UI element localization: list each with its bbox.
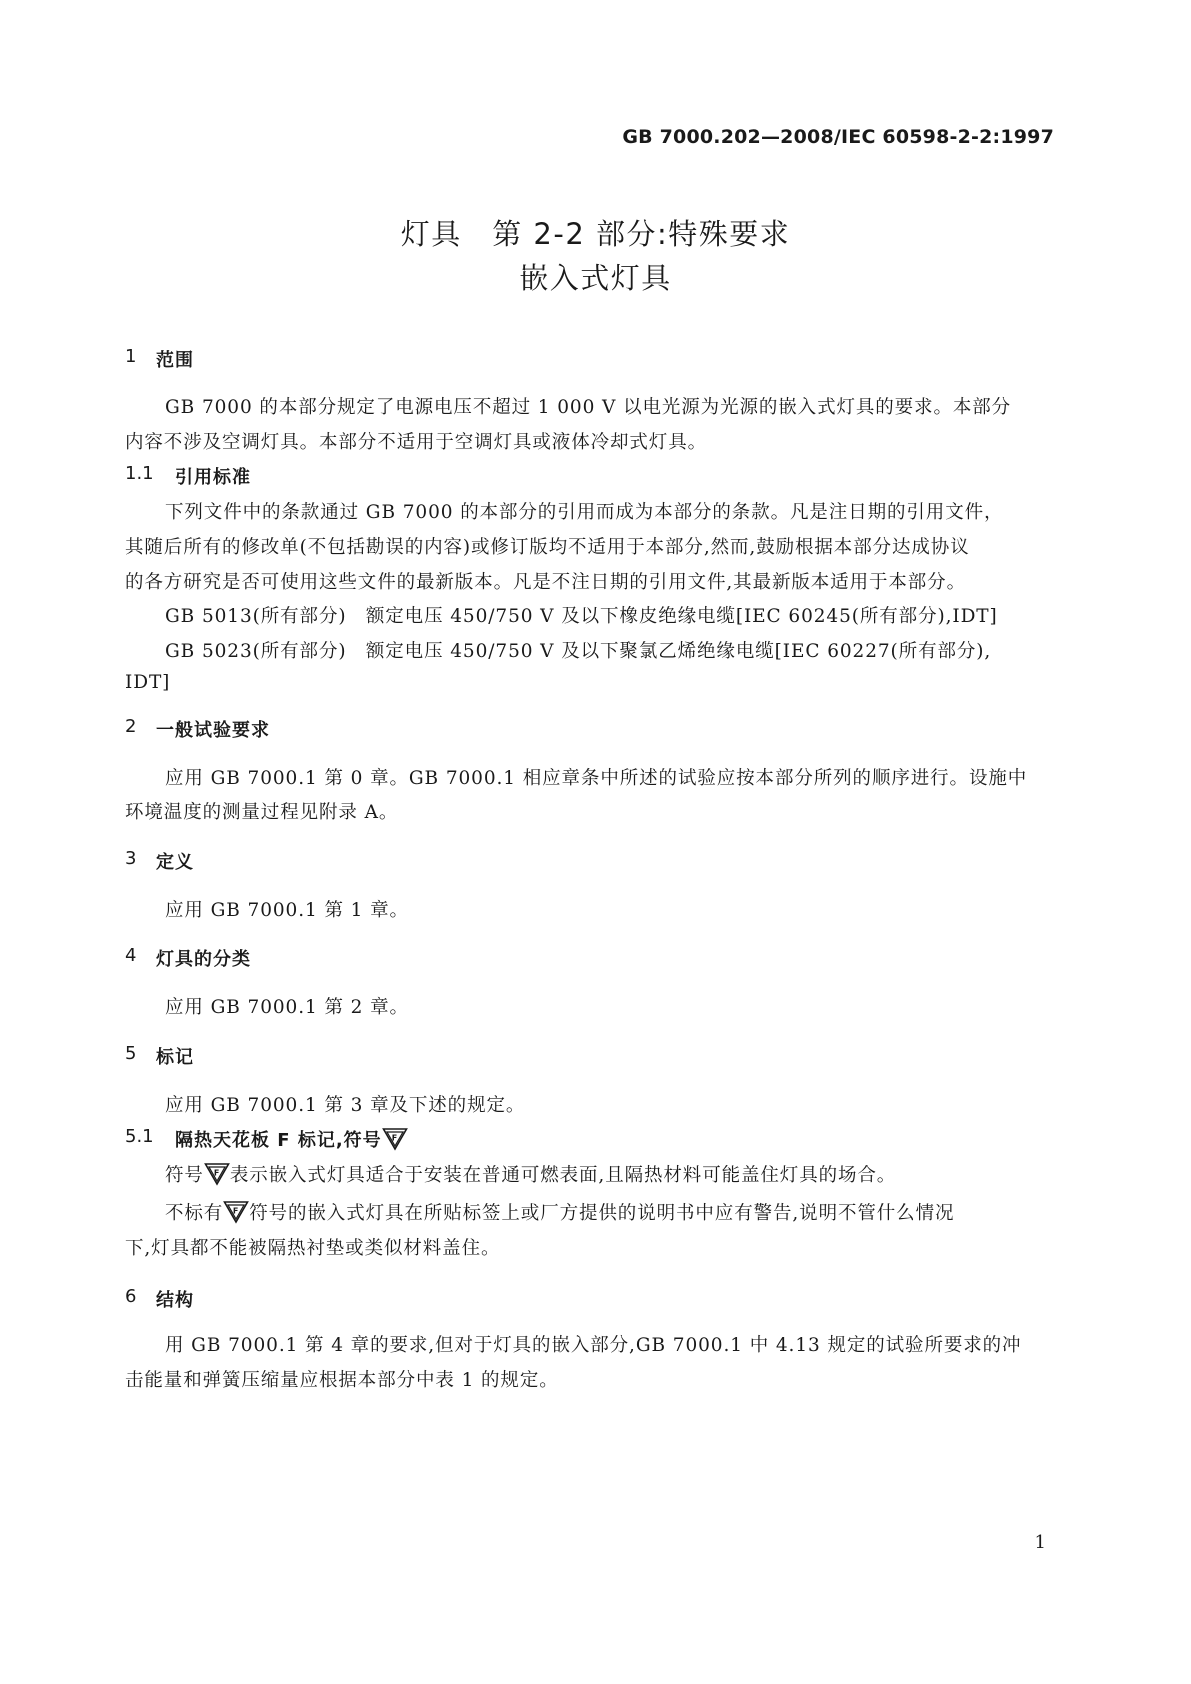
section-6-paragraph-cont: 击能量和弹簧压缩量应根据本部分中表 1 的规定。	[125, 1370, 559, 1391]
standard-header: GB 7000.202—2008/IEC 60598-2-2:1997	[622, 126, 1054, 148]
section-4-number: 4	[125, 945, 137, 966]
section-5-title: 标记	[156, 1047, 194, 1068]
section-1-paragraph-cont: 内容不涉及空调灯具。本部分不适用于空调灯具或液体冷却式灯具。	[125, 432, 708, 453]
page-number: 1	[1034, 1532, 1046, 1553]
section-1-1-paragraph: 下列文件中的条款通过 GB 7000 的本部分的引用而成为本部分的条款。凡是注日期的引用文件，	[165, 502, 1004, 523]
section-6-paragraph: 用 GB 7000.1 第 4 章的要求,但对于灯具的嵌入部分,GB 7000.1 中 4.13 规定的试验所要求的冲	[165, 1335, 1022, 1356]
section-1-1-title: 引用标准	[175, 467, 251, 488]
page-subtitle: 嵌入式灯具	[519, 261, 672, 295]
reference-gb5013: GB 5013(所有部分) 额定电压 450/750 V 及以下橡皮绝缘电缆[IEC 60245(所有部分),IDT]	[165, 606, 998, 627]
svg-text:F: F	[213, 1168, 220, 1178]
section-3-title: 定义	[156, 852, 194, 873]
section-4-paragraph: 应用 GB 7000.1 第 2 章。	[165, 997, 409, 1018]
section-5-1-p1-post: 表示嵌入式灯具适合于安装在普通可燃表面,且隔热材料可能盖住灯具的场合。	[229, 1165, 897, 1186]
section-5-1-heading	[175, 1126, 408, 1156]
section-1-1-paragraph-cont2: 的各方研究是否可使用这些文件的最新版本。凡是不注日期的引用文件,其最新版本适用于本部分。	[125, 572, 966, 593]
section-1-paragraph: GB 7000 的本部分规定了电源电压不超过 1 000 V 以电光源为光源的嵌入式灯具的要求。本部分	[165, 397, 1012, 418]
section-3-paragraph: 应用 GB 7000.1 第 1 章。	[165, 900, 409, 921]
section-1-1-number: 1.1	[125, 463, 154, 484]
section-1-1-paragraph-cont: 其随后所有的修改单(不包括勘误的内容)或修订版均不适用于本部分,然而,鼓励根据本部分达成协议	[125, 537, 970, 558]
reference-gb5023: GB 5023(所有部分) 额定电压 450/750 V 及以下聚氯乙烯绝缘电缆[IEC 60227(所有部分),	[165, 641, 992, 662]
section-2-paragraph: 应用 GB 7000.1 第 0 章。GB 7000.1 相应章条中所述的试验应按本部分所列的顺序进行。设施中	[165, 768, 1028, 789]
section-5-number: 5	[125, 1043, 137, 1064]
reference-gb5023-cont: IDT]	[125, 672, 171, 693]
section-6-title: 结构	[156, 1290, 194, 1311]
section-5-1-number: 5.1	[125, 1126, 154, 1147]
section-6-number: 6	[125, 1286, 137, 1307]
section-5-1-p1-pre: 符号	[165, 1165, 204, 1186]
section-5-1-p2-post: 符号的嵌入式灯具在所贴标签上或厂方提供的说明书中应有警告,说明不管什么情况	[249, 1203, 955, 1224]
section-2-number: 2	[125, 716, 137, 737]
section-1-title: 范围	[156, 350, 194, 371]
f-mark-triangle-icon	[223, 1200, 249, 1229]
section-5-1-p2-pre: 不标有	[165, 1203, 224, 1224]
page-title: 灯具 第 2-2 部分:特殊要求	[400, 217, 791, 251]
section-2-paragraph-cont: 环境温度的测量过程见附录 A。	[125, 802, 399, 823]
section-3-number: 3	[125, 848, 137, 869]
f-mark-triangle-icon	[382, 1127, 408, 1156]
svg-text:F: F	[233, 1206, 240, 1216]
section-5-1-paragraph-2	[165, 1199, 954, 1229]
section-5-1-title: 隔热天花板 F 标记,符号	[175, 1130, 382, 1151]
f-mark-triangle-icon	[204, 1162, 230, 1191]
section-5-paragraph: 应用 GB 7000.1 第 3 章及下述的规定。	[165, 1095, 526, 1116]
f-mark-letter: F	[391, 1133, 398, 1143]
section-4-title: 灯具的分类	[156, 949, 251, 970]
section-1-number: 1	[125, 346, 137, 367]
section-5-1-paragraph-2-cont: 下,灯具都不能被隔热衬垫或类似材料盖住。	[125, 1238, 501, 1259]
section-2-title: 一般试验要求	[156, 720, 270, 741]
section-5-1-paragraph	[165, 1161, 896, 1191]
